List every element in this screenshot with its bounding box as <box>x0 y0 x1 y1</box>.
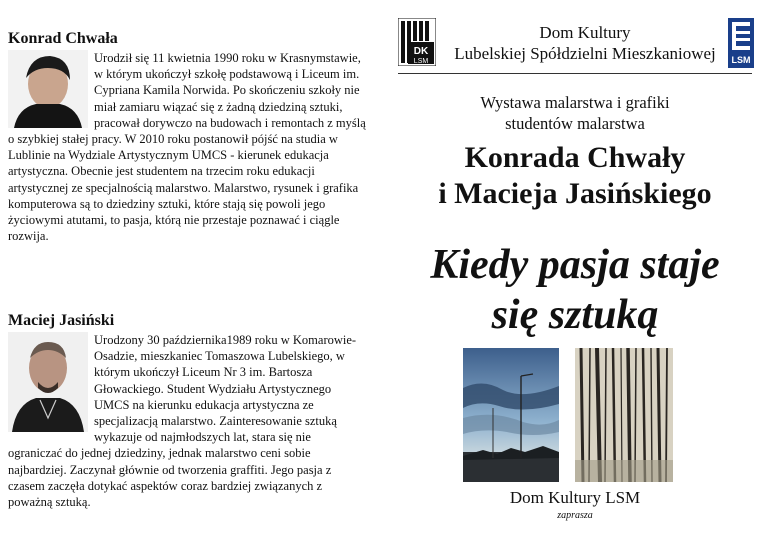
exhibition-subtitle <box>398 92 752 134</box>
org-line2: Lubelskiej Spółdzielni Mieszkaniowej <box>454 44 716 63</box>
organizer-name <box>440 22 730 64</box>
lsm-logo-right <box>728 18 754 68</box>
svg-text:LSM: LSM <box>731 55 751 65</box>
exhibition-line1: Wystawa malarstwa i grafiki <box>480 93 670 112</box>
exhibition-line2: studentów malarstwa <box>505 114 645 133</box>
artists-title <box>398 140 752 212</box>
svg-text:LSM: LSM <box>413 58 429 65</box>
slogan-line1: Kiedy pasja staje <box>430 242 720 288</box>
artist2-bio-text: Urodzony 30 października1989 roku w Komarowie-Osadzie, mieszkaniec Tomaszowa Lubelskiego, w którym ukończył Liceum Nr 3 im. Bartosza Głowackiego. Student Wydziału Artystycznego UMCS na kierunku edukacja artystyczna ze specjalizacją malarstwo. Zainteresowanie sztuką wykazuje od najmłodszych lat, stara się nie ograniczać do jednej dziedziny, jednak malarstwo ceni sobie najbardziej. Zaczynał głównie od tworzenia graffiti. Jego pasja z czasem zaczęła dotykać aspektów coraz bardziej związanych z poważną sztuką. <box>8 333 357 510</box>
artist2-name: Maciej Jasiński <box>8 312 115 329</box>
artists-line2: i Macieja Jasińskiego <box>438 177 712 210</box>
slogan-line2: się sztuką <box>491 292 659 338</box>
artist1-bio-text: Urodził się 11 kwietnia 1990 roku w Krasnymstawie, w którym ukończył szkołę podstawową i Liceum im. Cypriana Kamila Norwida. Po skończeniu szkoły nie miał zamiaru wiązać się z żadną dziedziną sztuki, pracował dorywczo na budowach i remontach z myślą o szybkiej stałej pracy. W 2010 roku postanowił pójść na studia w Lublinie na Wydziale Artystycznym UMCS - kierunek edukacja artystyczna. Obecnie jest studentem na trzecim roku edukacji artystycznej ze specjalnością malarstwo. Malarstwo, rysunek i grafika komputerowa są to dziedziny sztuki, które stają się powoli jego życiowymi atutami, to pasja, którą nie przestaje poznawać i ciągle rozwija. <box>8 51 366 244</box>
artist1-portrait <box>8 50 88 128</box>
artist2-bio-block <box>8 332 368 510</box>
artist1-name: Konrad Chwała <box>8 30 118 47</box>
artists-line1: Konrada Chwały <box>464 141 686 174</box>
dk-lsm-logo-left <box>398 18 436 66</box>
painting-street-sky <box>463 348 559 482</box>
org-line1: Dom Kultury <box>539 23 631 42</box>
svg-text:DK: DK <box>413 46 429 57</box>
venue-name: Dom Kultury LSM <box>509 488 641 507</box>
painting-birch-forest <box>575 348 673 482</box>
artist2-portrait <box>8 332 88 432</box>
exhibition-slogan <box>398 240 752 340</box>
header-divider <box>398 73 752 74</box>
artist1-bio-block <box>8 50 368 244</box>
invite-text: zaprasza <box>557 510 593 521</box>
